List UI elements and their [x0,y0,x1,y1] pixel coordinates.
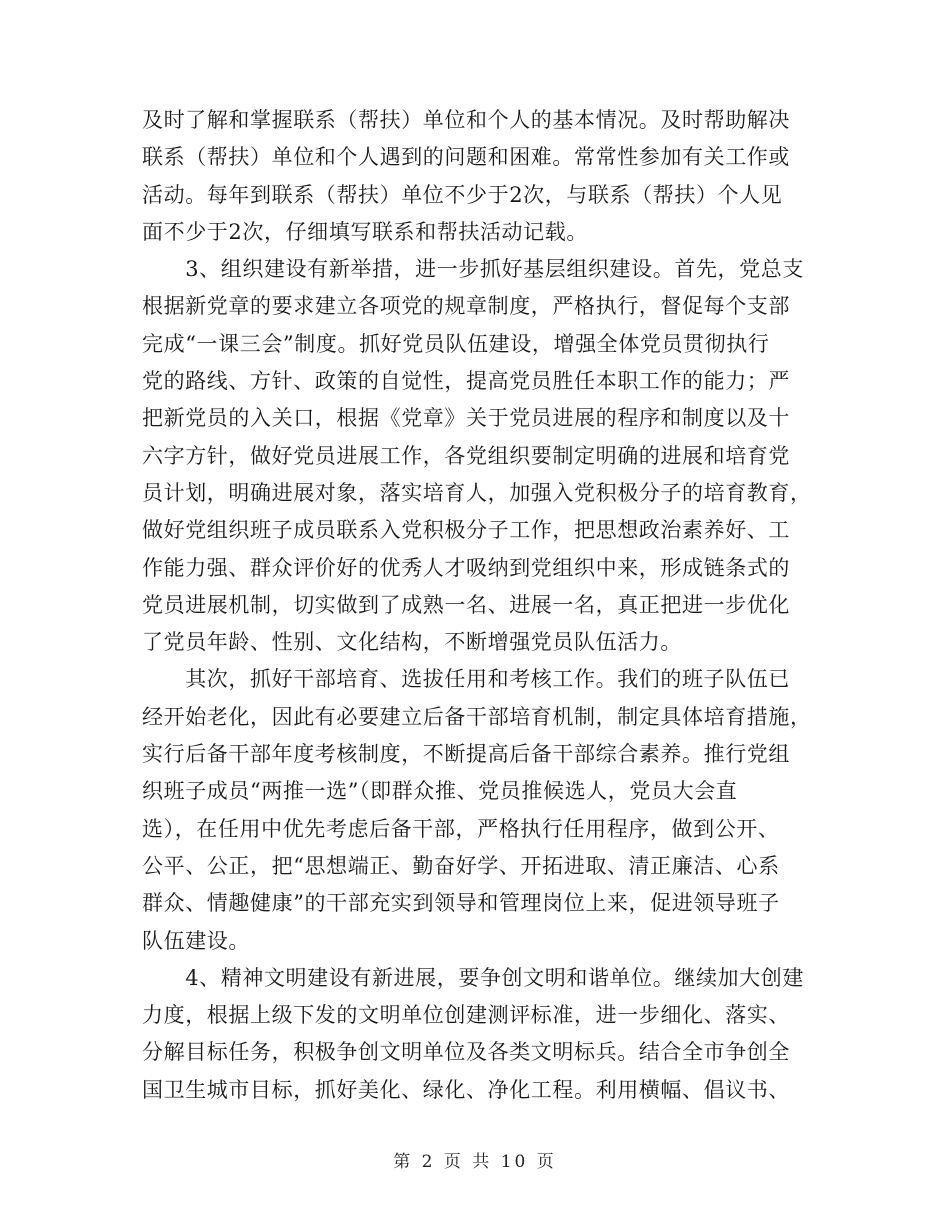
page-number-footer: 第 2 页 共 10 页 [393,1152,557,1172]
text-line: 4、精神文明建设有新进展，要争创文明和谐单位。继续加大创建 [142,965,804,990]
text-line: 员计划，明确进展对象，落实培育人，加强入党积极分子的培育教育， [142,480,812,505]
text-line: 面不少于2次，仔细填写联系和帮扶活动记载。 [142,219,588,244]
text-line: 实行后备干部年度考核制度，不断提高后备干部综合素养。推行党组 [142,742,790,767]
text-line: 3、组织建设有新举措，进一步抓好基层组织建设。首先，党总支 [142,257,804,282]
text-line: 把新党员的入关口，根据《党章》关于党员进展的程序和制度以及十 [142,406,790,431]
text-line: 力度，根据上级下发的文明单位创建测评标准，进一步细化、落实、 [142,1003,790,1028]
text-line: 党的路线、方针、政策的自觉性，提高党员胜任本职工作的能力；严 [142,369,790,394]
text-line: 根据新党章的要求建立各项党的规章制度，严格执行，督促每个支部 [142,294,790,319]
paragraph-spiritual-civilization [142,960,818,1109]
text-line: 分解目标任务，积极争创文明单位及各类文明标兵。结合全市争创全 [142,1040,790,1065]
text-line: 公平、公正，把“思想端正、勤奋好学、开拓进取、清正廉洁、心系 [142,853,780,878]
text-line: 其次，抓好干部培育、选拔任用和考核工作。我们的班子队伍已 [142,667,790,692]
text-line: 队伍建设。 [142,928,250,953]
paragraph-contact-assistance [142,102,818,251]
text-line: 联系（帮扶）单位和个人遇到的问题和困难。常常性参加有关工作或 [142,145,790,170]
text-line: 群众、情趣健康”的干部充实到领导和管理岗位上来，促进领导班子 [142,891,780,916]
text-line: 党员进展机制，切实做到了成熟一名、进展一名，真正把进一步优化 [142,592,790,617]
paragraph-organization-building [142,251,818,661]
text-line: 及时了解和掌握联系（帮扶）单位和个人的基本情况。及时帮助解决 [142,108,790,132]
text-line: 选），在任用中优先考虑后备干部，严格执行任用程序，做到公开、 [142,816,780,841]
text-line: 织班子成员“两推一选”（即群众推、党员推候选人，党员大会直 [142,779,738,804]
text-line: 国卫生城市目标，抓好美化、绿化、净化工程。利用横幅、倡议书、 [142,1077,790,1102]
paragraph-cadre-training [142,661,818,959]
text-line: 做好党组织班子成员联系入党积极分子工作，把思想政治素养好、工 [142,518,790,543]
text-line: 活动。每年到联系（帮扶）单位不少于2次，与联系（帮扶）个人见 [142,182,783,207]
text-line: 经开始老化，因此有必要建立后备干部培育机制，制定具体培育措施， [142,704,812,729]
body-text [142,102,818,1109]
text-line: 了党员年龄、性别、文化结构，不断增强党员队伍活力。 [142,630,682,655]
text-line: 完成“一课三会”制度。抓好党员队伍建设，增强全体党员贯彻执行 [142,331,770,356]
text-line: 六字方针，做好党员进展工作，各党组织要制定明确的进展和培育党 [142,443,790,468]
text-line: 作能力强、群众评价好的优秀人才吸纳到党组织中来，形成链条式的 [142,555,790,580]
